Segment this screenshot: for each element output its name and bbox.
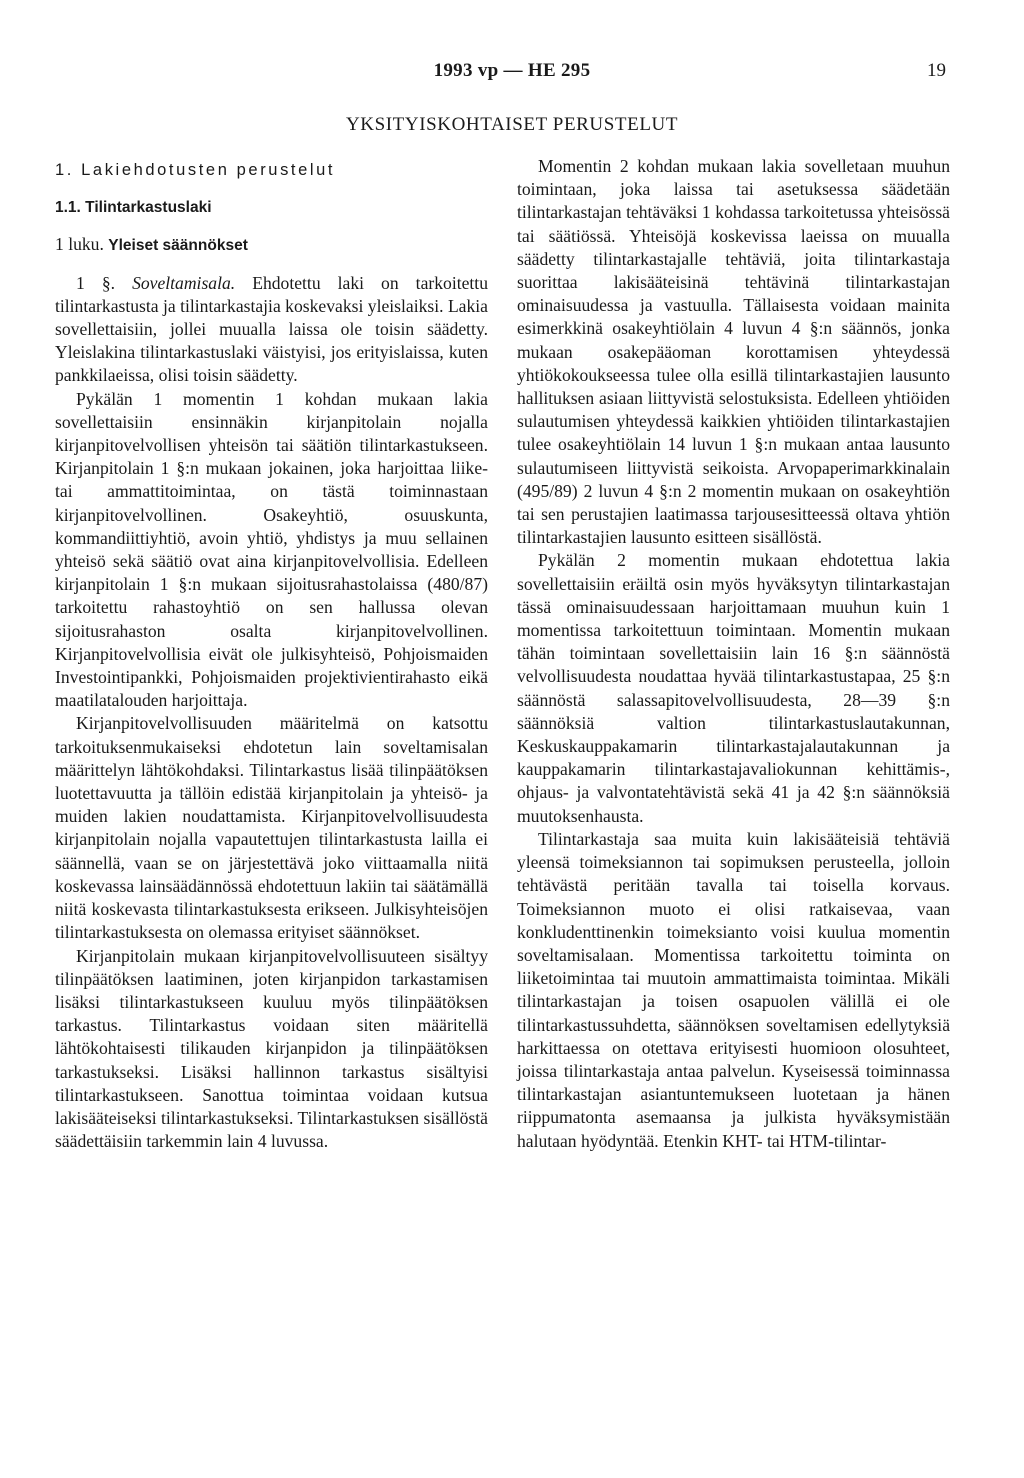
- paragraph: Tilintarkastaja saa muita kuin lakisääteisiä tehtäviä yleensä toimeksiannon tai sopimuksen perusteella, jolloin tehtävästä peritään tavalla tai toisella korvaus. Toimeksiannon muoto ei olisi ratkaisevaa, vaan konkludenttinenkin toimeksianto voisi kuulua momentin soveltamisalaan. Momentissa tarkoitettu toiminta on liiketoimintaa tai muutoin ammattimaista toimintaa. Mikäli tilintarkastajan ja toisen osapuolen välillä ei ole tilintarkastussuhdetta, säännöksen soveltamisen edellytyksiä harkittaessa on otettava erityisesti huomioon olosuhteet, joissa tilintarkastaja antaa palvelun. Kyseisessä toiminnassa tilintarkastajan asiantuntemukseen luotetaan ja hänen riippumatonta asemaansa ja julkista hyväksymistään halutaan hyödyntää. Etenkin KHT- tai HTM-tilintar-: [517, 828, 950, 1151]
- right-column: [517, 155, 950, 1153]
- chapter-title: Yleiset säännökset: [108, 237, 248, 255]
- paragraph: Pykälän 1 momentin 1 kohdan mukaan lakia sovellettaisiin ensinnäkin kirjanpitolain nojalla kirjanpitovelvollisen yhteisön tai säätiön tilintarkastukseen. Kirjanpitolain 1 §:n mukaan jokainen, joka harjoittaa liike- tai ammattitoimintaa, on tästä toiminnastaan kirjanpitovelvollinen. Osakeyhtiö, osuuskunta, kommandiittiyhtiö, avoin yhtiö, yhdistys ja muu sellainen yhteisö sekä säätiö ovat aina kirjanpitovelvollisia. Edelleen kirjanpitolain 1 §:n mukaan sijoitusrahastolaissa (480/87) tarkoitettu rahastoyhtiö on sen hallussa olevan sijoitusrahaston osalta kirjanpitovelvollinen. Kirjanpitovelvollisia eivät ole julkisyhteisö, Pohjoismaiden Investointipankki, Pohjoismaiden projektivientirahasto eikä maatilatalouden harjoittaja.: [55, 388, 488, 711]
- paragraph: Kirjanpitovelvollisuuden määritelmä on katsottu tarkoituksenmukaiseksi ehdotetun lain soveltamisalan määrittelyn lähtökohdaksi. Tilintarkastus lisää tilinpäätöksen luotettavuutta ja tällöin edistää kirjanpitolain ja yhteisö- ja muiden lakien noudattamista. Kirjanpitovelvollisuudesta kirjanpitolain nojalla vapautettujen tilintarkastusta lailla ei säännellä, vaan se on järjestettävä joko viittaamalla niitä koskevassa lainsäädännössä ehdotettuun lakiin tai säätämällä niitä koskevasta tilintarkastuksesta erikseen. Julkisyhteisöjen tilintarkastuksesta on olemassa erityiset säännökset.: [55, 713, 488, 943]
- section-number: 1 §.: [76, 272, 116, 293]
- paragraph: Pykälän 2 momentin mukaan ehdotettua lakia sovellettaisiin eräiltä osin myös hyväksytyn tilintarkastajan tässä ominaisuudessaan harjoittamaan muuhun kuin 1 momentissa tarkoitettuun toimintaan. Momentin mukaan tähän toimintaan sovellettaisiin lain 16 §:n säännöstä velvollisuudesta noudattaa hyvää tilintarkastustapaa, 25 §:n säännöstä salassapitovelvollisuudesta, 28—39 §:n säännöksiä valtion tilintarkastuslautakunnan, Keskuskauppakamarin tilintarkastajalautakunnan ja kauppakamarin tilintarkastajavaliokunnan kehittämis-, ohjaus- ja valvontatehtävistä sekä 41 ja 42 §:n säännöksiä muutoksenhausta.: [517, 550, 950, 826]
- page-header: [0, 60, 1024, 90]
- chapter-heading: [55, 233, 488, 257]
- paragraph: Momentin 2 kohdan mukaan lakia sovelletaan muuhun toimintaan, joka laissa tai asetuksessa säädetään tilintarkastajan tehtäväksi 1 kohdassa tarkoitetussa yhteisössä tai säätiössä. Yhteisöjä koskevissa laeissa on muualla säädetty tilintarkastajalle tehtäviä, joita tilintarkastaja suorittaa lakisääteisinä tehtävinä tilintarkastajan ominaisuudessa ja vastuulla. Tällaisesta voidaan mainita esimerkkinä osakeyhtiölain 4 luvun 4 §:n säännös, jonka mukaan osakepääoman korottamisen yhteydessä yhtiökokoukseessa tulee olla esillä tilintarkastajien lausunto hallituksen asiaan liittyvistä selostuksista. Edelleen yhtiöiden sulautumisen yhteydessä kaikkien yhtiöiden tilintarkastajien tulee osakeyhtiölain 14 luvun 1 §:n mukaan antaa lausunto sulautumiseen liittyvistä seikoista. Arvopaperimarkkinalain (495/89) 2 luvun 4 §:n 2 momentin mukaan on osakeyhtiön tai sen perustajien laatimassa tarjousesitteessä oltava yhtiön tilintarkastajien lausunto esitteen sisällöstä.: [517, 156, 950, 548]
- paragraph: Kirjanpitolain mukaan kirjanpitovelvollisuuteen sisältyy tilinpäätöksen laatiminen, joten kirjanpidon tarkastamisen lisäksi tilintarkastukseen kuuluu myös tilinpäätöksen tarkastus. Tilintarkastus voidaan siten määritellä lähtökohtaisesti tilikauden kirjanpidon ja tilinpäätöksen tarkastukseksi. Lisäksi hallinnon tarkastus sisältyisi tilintarkastukseen. Sanottua toimintaa voidaan kutsua lakisääteiseksi tilintarkastukseksi. Tilintarkastuksen sisällöstä säädettäisiin tarkemmin lain 4 luvussa.: [55, 945, 488, 1152]
- section-heading: Soveltamisala.: [132, 272, 236, 293]
- page-number: 19: [927, 60, 946, 81]
- section-text: Ehdotettu laki on tarkoitettu tilintarkastusta ja tilintarkastajia koskevaksi yleislaiksi. Lakia sovellettaisiin, jollei muualla laissa ole toisin säädetty. Yleislakina tilintarkastuslaki väistyisi, jos erityislaissa, kuten pankkilaeissa, olisi toisin säädetty.: [55, 272, 488, 386]
- left-column: [55, 155, 488, 1153]
- document-reference: 1993 vp — HE 295: [433, 60, 591, 81]
- main-title: YKSITYISKOHTAISET PERUSTELUT: [345, 114, 679, 135]
- chapter-number: 1 luku.: [55, 234, 104, 255]
- paragraph: [55, 272, 488, 388]
- subsection-title: 1.1. Tilintarkastuslaki: [55, 199, 212, 217]
- section-title: 1. Lakiehdotusten perustelut: [55, 161, 336, 179]
